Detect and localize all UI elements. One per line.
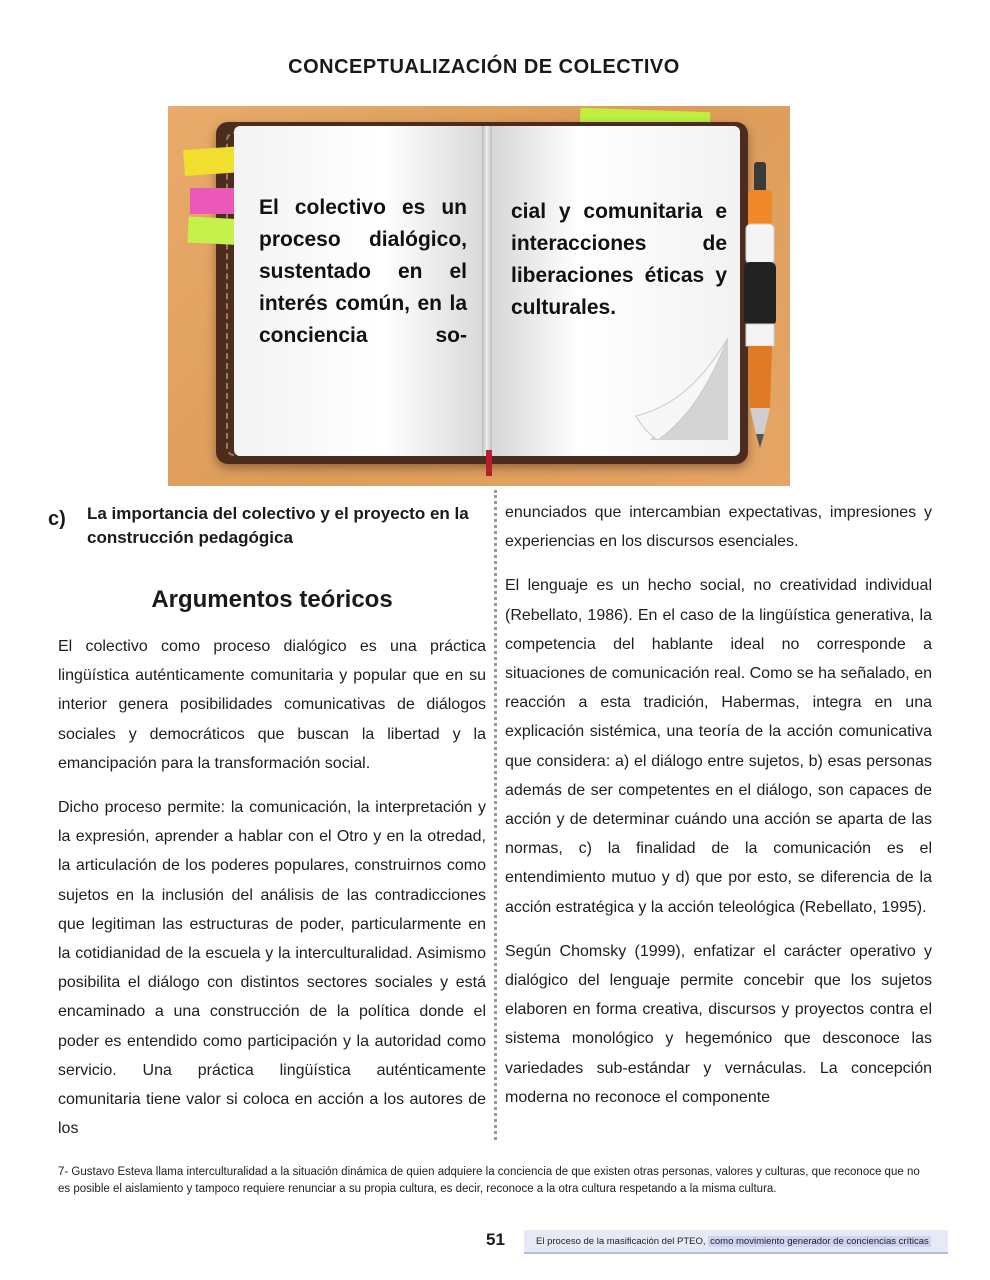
footnote: 7- Gustavo Esteva llama interculturalidad a la situación dinámica de quien adquiere la conciencia de que existen otras personas, valores y culturas, que reconoce que no es posible el aislamiento y tampoco requiere renunciar a su propia cultura, es decir, reconoce a la otra cultura respetando a la misma cultura. — [58, 1166, 920, 1195]
open-notebook-illustration — [168, 106, 790, 486]
right-column — [505, 498, 932, 1127]
running-head — [524, 1230, 948, 1254]
running-head-text: El proceso de la masificación del PTEO, — [536, 1236, 706, 1247]
section-letter: c) — [48, 508, 66, 530]
paragraph: El colectivo como proceso dialógico es una práctica lingüística auténticamente comunitaria y popular que en su interior genera posibilidades comunicativas de diálogos sociales y democráticos que buscan la libertad y la emancipación para la transformación social. — [58, 638, 486, 772]
page-curl-icon — [628, 338, 728, 440]
left-column — [58, 632, 486, 1158]
section-subheading: Argumentos teóricos — [151, 586, 393, 613]
paragraph: Según Chomsky (1999), enfatizar el carácter operativo y dialógico del lenguaje permite concebir que los sujetos elaboren en forma creativa, discursos y proyectos contra el sistema monológico y hegemónico que desconoce las variedades sub-estándar y vernáculas. La concepción moderna no reconoce el componente — [505, 942, 932, 1106]
page-title: CONCEPTUALIZACIÓN DE COLECTIVO — [288, 56, 680, 78]
column-divider — [494, 490, 497, 1140]
notebook-left-text: El colectivo es un proceso dialógico, sustentado en el interés común, en la conciencia so- — [259, 196, 467, 347]
paragraph: El lenguaje es un hecho social, no creatividad individual (Rebellato, 1986). En el caso de la lingüística generativa, la competencia del hablante ideal no corresponde a situaciones de comunicación real. Como se ha señalado, en reacción a esta tradición, Habermas, integra en una explicación sistémica, una teoría de la acción comunicativa que considera: a) el diálogo entre sujetos, b) esas personas además de ser competentes en el diálogo, son capaces de acción y de determinar cuándo una acción se aparta de las normas, c) la finalidad de la comunicación es el entendimiento mutuo y d) que por esto, se diferencia de la acción estratégica y la acción teleológica (Rebellato, 1995). — [505, 577, 932, 916]
paragraph: enunciados que intercambian expectativas, impresiones y experiencias en los discursos esenciales. — [505, 504, 932, 551]
pen-icon — [740, 162, 780, 452]
paragraph: Dicho proceso permite: la comunicación, la interpretación y la expresión, aprender a hablar con el Otro y en la otredad, la articulación de los poderes populares, construirnos como sujetos en la inclusión del análisis de las contradicciones que legitiman las estructuras de poder, particularmente en la cotidianidad de la escuela y la interculturalidad. Asimismo posibilita el diálogo con distintos sectores sociales y está encaminado a una construcción de la política donde el poder es entendido como participación y la autoridad como servicio. Una práctica lingüística auténticamente comunitaria tiene valor si coloca en acción a los autores de los — [58, 799, 486, 1138]
bookmark-ribbon — [486, 450, 492, 476]
running-head-highlight: como movimiento generador de conciencias críticas — [710, 1236, 929, 1247]
notebook-right-text: cial y comunitaria e interacciones de liberaciones éticas y culturales. — [511, 200, 727, 319]
notebook-gutter — [482, 126, 492, 456]
page-number: 51 — [486, 1230, 505, 1249]
section-title: La importancia del colectivo y el proyecto en la construcción pedagógica — [87, 504, 469, 547]
